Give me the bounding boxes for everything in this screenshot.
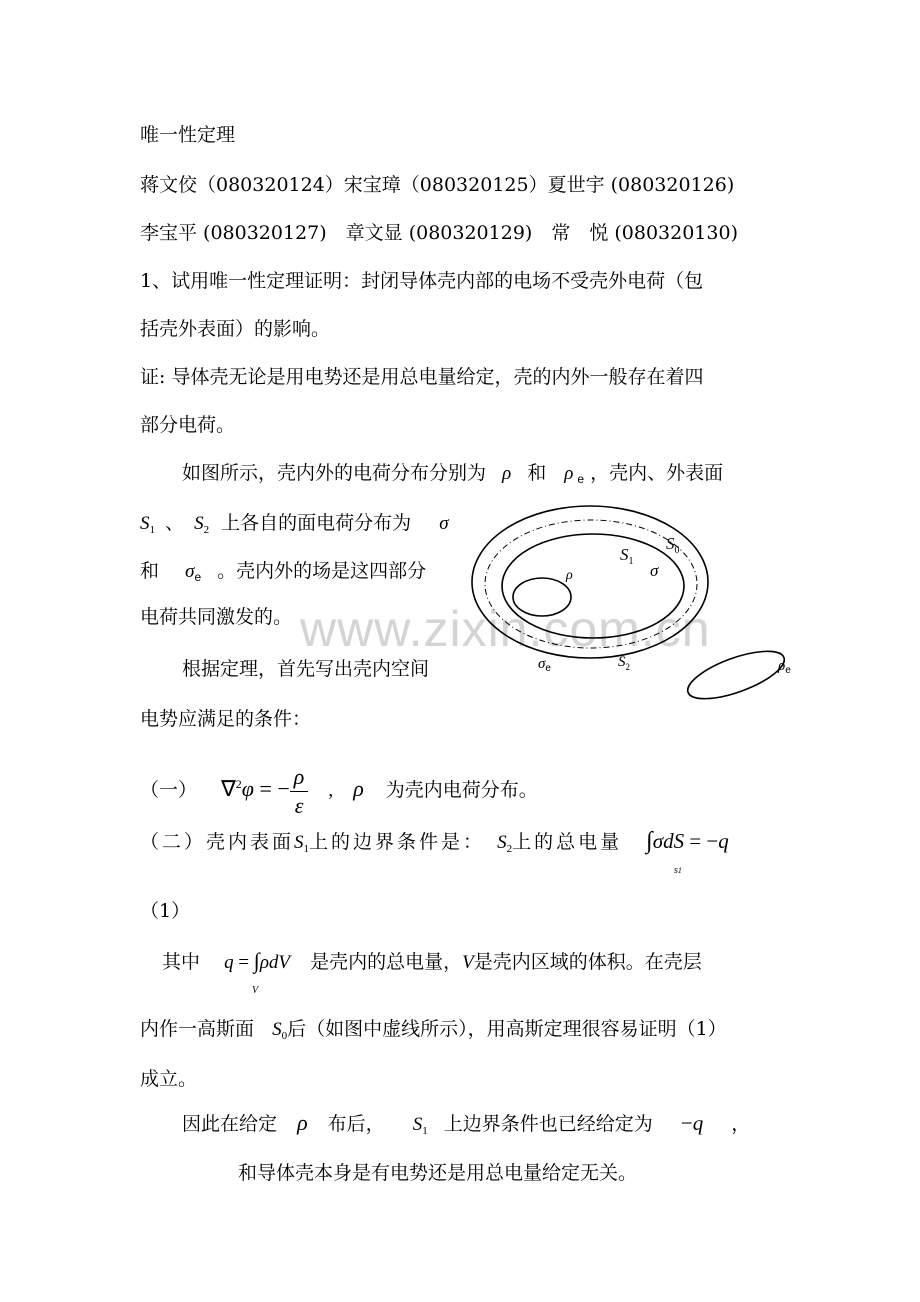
inner-charge-region	[513, 578, 571, 616]
paragraph-conditions: 电势应满足的条件：	[140, 708, 312, 730]
equation-number-1: （1）	[140, 900, 191, 922]
paragraph-fields: 电荷共同激发的。	[140, 606, 293, 628]
paragraph-gauss: 内作一高斯面 $S_0$后（如图中虚线所示），用高斯定理很容易证明（1）	[140, 1018, 727, 1042]
proof-line-2: 部分电荷。	[140, 414, 236, 436]
paragraph-surfaces: $S_1$ 、 $S_2$ 上各自的面电荷分布为 σ	[140, 512, 449, 536]
paragraph-sigma-e: 和 $\sigma_e$ 。壳内外的场是这四部分	[140, 560, 427, 584]
shell-outer-surface	[472, 506, 708, 658]
label-sigma: σ	[650, 561, 659, 580]
problem-line-2: 括壳外表面）的影响。	[140, 318, 331, 340]
paragraph-conclusion: 因此在给定 ρ 布后， $S_1$ 上边界条件也已经给定为 −q ，	[182, 1110, 751, 1137]
paragraph-total-charge: 其中 q = ∫ρdV 是壳内的总电量，V是壳内区域的体积。在壳层 V	[162, 948, 702, 996]
label-sigma-e: $\sigma_e$	[538, 656, 551, 674]
label-s1: $S_1$	[620, 545, 634, 567]
authors-line-2: 李宝平 (080320127) 章文显 (080320129) 常 悦 (080320130)	[140, 222, 738, 244]
label-rho-e: $\rho_e$	[778, 658, 791, 676]
shell-inner-surface	[502, 534, 684, 638]
authors-line-1: 蒋文佼（080320124）宋宝璋（080320125）夏世宇 (080320126)	[140, 174, 735, 196]
paragraph-holds: 成立。	[140, 1068, 198, 1090]
watermark: www.zixin.com.cn	[300, 601, 711, 657]
paragraph-final: 和导体壳本身是有电势还是用总电量给定无关。	[238, 1162, 638, 1184]
label-s2: $S_2$	[618, 654, 630, 672]
condition-2: （二）壳内表面$S_1$上的边界条件是： $S_2$上的总电量 ∫σdS = −q s1	[140, 828, 729, 876]
outer-charge-region	[682, 642, 789, 709]
paragraph-charges: 如图所示，壳内外的电荷分布分别为 ρ 和 ρ $_e$ ，壳内、外表面	[182, 462, 724, 486]
paragraph-theorem: 根据定理，首先写出壳内空间	[182, 658, 430, 680]
conductor-shell-figure	[470, 500, 810, 710]
problem-line-1: 1、试用唯一性定理证明：封闭导体壳内部的电场不受壳外电荷（包	[140, 270, 704, 292]
condition-1: （一） ∇$^2$φ = − $\frac{\rho}{\varepsilon}$ , ρ 为壳内电荷分布。	[140, 763, 538, 818]
label-rho: ρ	[566, 568, 573, 583]
proof-line-1: 证: 导体壳无论是用电势还是用总电量给定，壳的内外一般存在着四	[140, 366, 704, 388]
doc-title: 唯一性定理	[140, 124, 236, 146]
label-s0: $S_0$	[666, 534, 680, 556]
